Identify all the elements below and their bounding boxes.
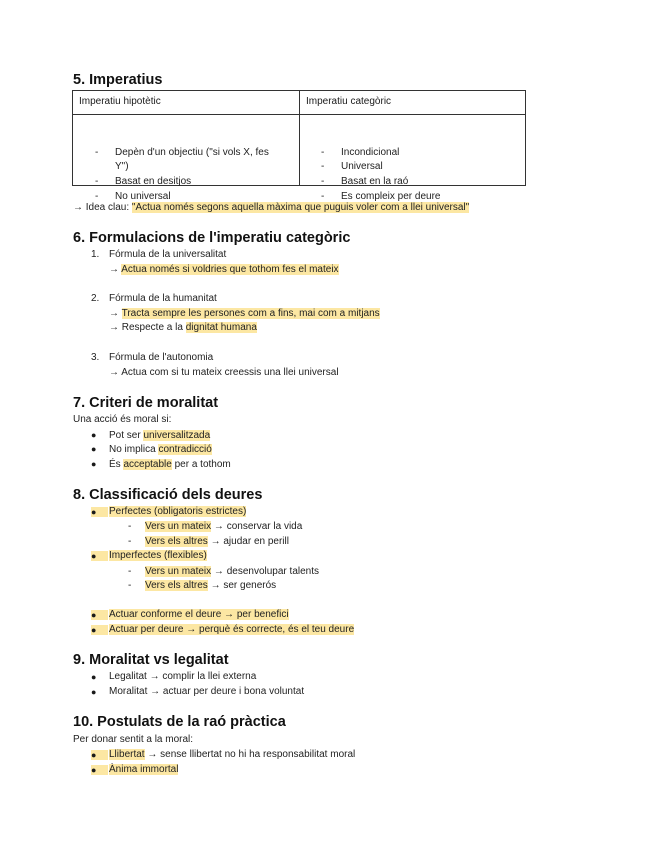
dash-marker: - xyxy=(95,191,99,202)
list-number: 1. xyxy=(91,249,100,260)
list-item: Moralitat → actuar per deure i bona voluntat xyxy=(109,686,305,697)
highlighted-text: Vers els altres xyxy=(145,536,208,547)
idea-prefix: → Idea clau: xyxy=(73,202,132,213)
list-item: Universal xyxy=(341,161,383,172)
formula-title: Fórmula de la humanitat xyxy=(109,293,217,304)
highlighted-text: dignitat humana xyxy=(185,322,257,333)
highlighted-text: Vers un mateix xyxy=(145,521,212,532)
plain-text: Pot ser xyxy=(109,430,144,441)
highlighted-text: Tracta sempre les persones com a fins, mai com a mitjans xyxy=(121,308,380,319)
list-item: Es compleix per deure xyxy=(341,191,441,202)
section-heading-classificacio: 8. Classificació dels deures xyxy=(73,487,263,503)
dash-marker: - xyxy=(128,521,132,532)
list-item: Depèn d'un objectiu ("si vols X, fes xyxy=(115,147,269,158)
list-item: No universal xyxy=(115,191,171,202)
table-header-categoric: Imperatiu categòric xyxy=(300,91,526,115)
list-item: Basat en la raó xyxy=(341,176,409,187)
idea-quote: "Actua només segons aquella màxima que puguis voler com a llei universal" xyxy=(131,202,470,213)
formula-line: → Actua com si tu mateix creessis una llei universal xyxy=(109,367,339,378)
bullet-icon: ● xyxy=(91,765,108,775)
highlighted-text: contradicció xyxy=(158,444,212,455)
highlighted-text: acceptable xyxy=(123,459,172,470)
plain-text: → sense llibertat no hi ha responsabilitat moral xyxy=(144,749,356,760)
bullet-icon: ● xyxy=(91,551,108,561)
bullet-icon: ● xyxy=(91,444,97,454)
table-header-hipotetic: Imperatiu hipotètic xyxy=(73,91,300,115)
highlighted-text: Llibertat xyxy=(109,749,145,760)
formula-line xyxy=(109,264,339,275)
list-item xyxy=(145,566,319,577)
list-item: Actuar per deure → perquè és correcte, és el teu deure xyxy=(109,624,355,635)
table-cell-categoric xyxy=(300,115,526,202)
bullet-icon: ● xyxy=(91,459,97,469)
imperatius-table xyxy=(72,90,526,202)
section-heading-criteri: 7. Criteri de moralitat xyxy=(73,395,219,411)
plain-text: → ajudar en perill xyxy=(207,536,289,547)
bullet-icon: ● xyxy=(91,687,97,697)
plain-text: No implica xyxy=(109,444,159,455)
idea-clau xyxy=(73,202,469,213)
section-heading-formulacions: 6. Formulacions de l'imperatiu categòric xyxy=(73,230,351,246)
dash-marker: - xyxy=(95,176,99,187)
bullet-icon: ● xyxy=(91,750,108,760)
list-item xyxy=(109,749,355,760)
list-number: 3. xyxy=(91,352,100,363)
intro-text: Una acció és moral si: xyxy=(73,414,172,425)
list-item xyxy=(145,536,289,547)
list-item xyxy=(109,444,212,455)
bullet-icon: ● xyxy=(91,672,97,682)
plain-text: → desenvolupar talents xyxy=(211,566,319,577)
dash-marker: - xyxy=(321,176,325,187)
bullet-icon: ● xyxy=(91,507,108,517)
list-item: Perfectes (obligatoris estrictes) xyxy=(109,506,247,517)
formula-line xyxy=(109,322,257,333)
bullet-icon: ● xyxy=(91,430,97,440)
list-item: Actuar conforme el deure → per benefici xyxy=(109,609,289,620)
highlighted-text: Actua només si voldries que tothom fes el mateix xyxy=(121,264,339,275)
plain-text: És xyxy=(109,459,124,470)
list-item xyxy=(145,580,276,591)
list-item: Legalitat → complir la llei externa xyxy=(109,671,257,682)
section-heading-moralitat-legalitat: 9. Moralitat vs legalitat xyxy=(73,652,229,668)
list-item: Basat en desitjos xyxy=(115,176,192,187)
arrow-text: → xyxy=(109,264,122,275)
plain-text: → conservar la vida xyxy=(211,521,303,532)
arrow-text: → xyxy=(109,308,122,319)
dash-marker: - xyxy=(321,191,325,202)
list-item: Incondicional xyxy=(341,147,400,158)
dash-marker: - xyxy=(128,580,132,591)
list-item xyxy=(109,430,210,441)
dash-marker: - xyxy=(128,536,132,547)
dash-marker: - xyxy=(95,147,99,158)
dash-marker: - xyxy=(321,147,325,158)
intro-text: Per donar sentit a la moral: xyxy=(73,734,194,745)
dash-marker: - xyxy=(128,566,132,577)
list-item: Y") xyxy=(115,161,129,172)
list-item xyxy=(145,521,302,532)
plain-text: → ser generós xyxy=(207,580,277,591)
list-item: Imperfectes (flexibles) xyxy=(109,550,207,561)
section-heading-postulats: 10. Postulats de la raó pràctica xyxy=(73,714,286,730)
formula-title: Fórmula de la universalitat xyxy=(109,249,227,260)
list-item xyxy=(109,459,231,470)
highlighted-text: Vers un mateix xyxy=(145,566,212,577)
formula-title: Fórmula de l'autonomia xyxy=(109,352,214,363)
plain-text: → Respecte a la xyxy=(109,322,186,333)
highlighted-text: universalitzada xyxy=(143,430,211,441)
highlighted-text: Vers els altres xyxy=(145,580,208,591)
plain-text: per a tothom xyxy=(171,459,231,470)
bullet-icon: ● xyxy=(91,610,108,620)
bullet-icon: ● xyxy=(91,625,108,635)
formula-line xyxy=(109,308,380,319)
list-number: 2. xyxy=(91,293,100,304)
list-item: Ànima immortal xyxy=(109,764,179,775)
section-heading-imperatius: 5. Imperatius xyxy=(73,72,163,88)
dash-marker: - xyxy=(321,161,325,172)
table-cell-hipotetic xyxy=(73,115,300,202)
